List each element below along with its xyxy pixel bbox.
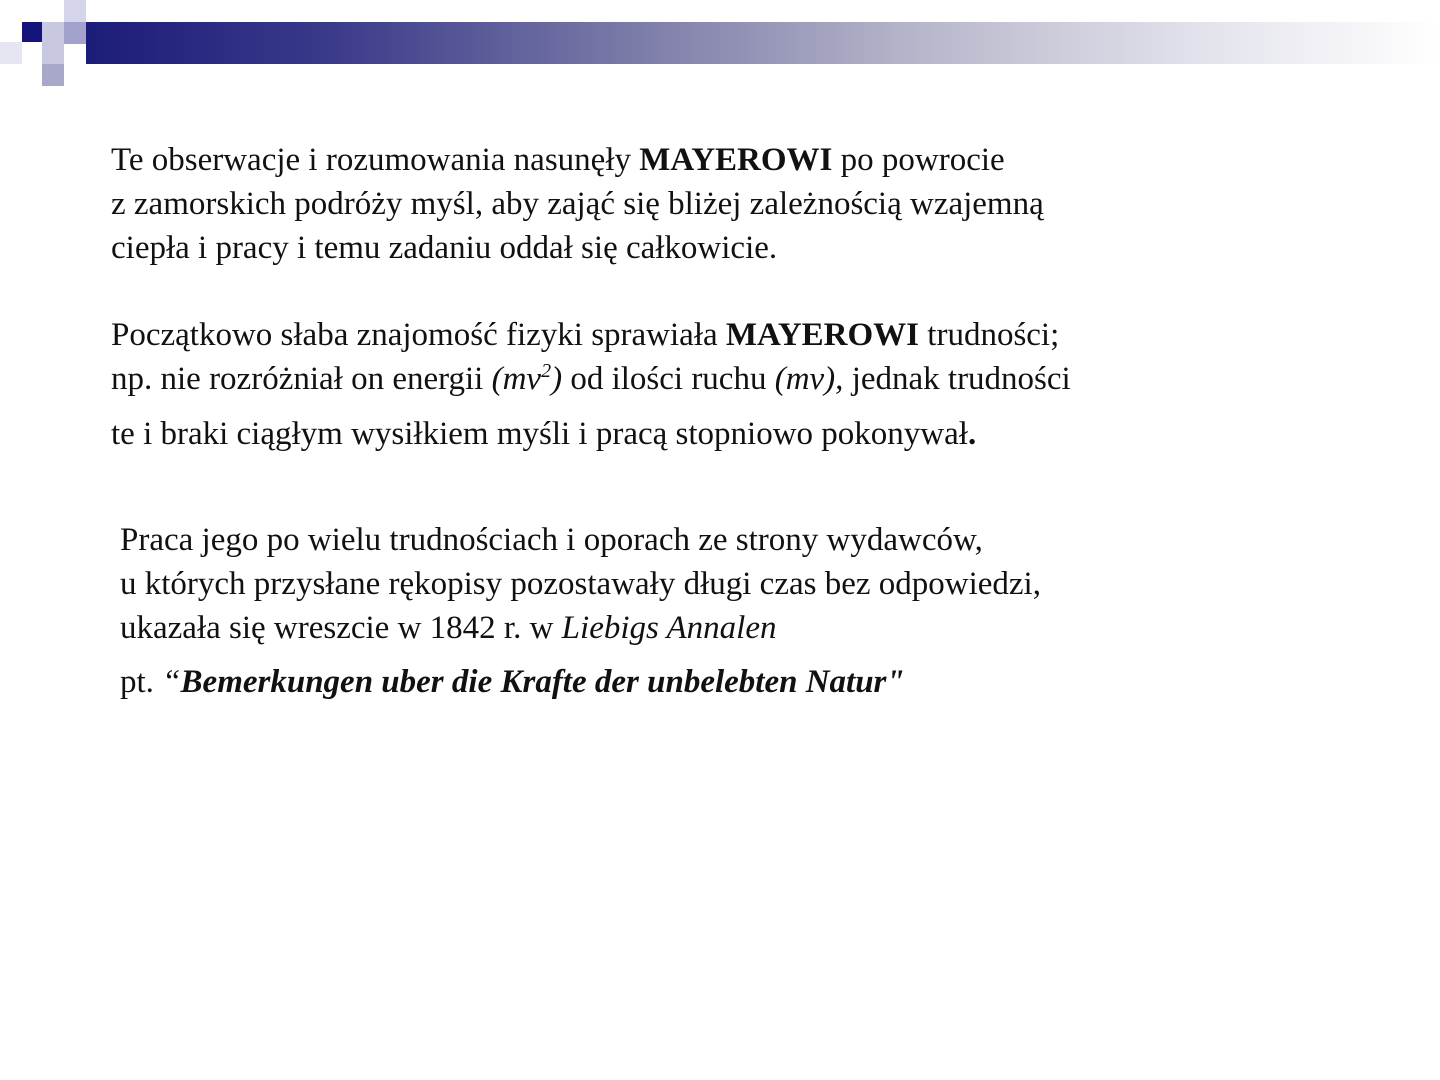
logo-square [42, 64, 64, 86]
journal-title: Liebigs Annalen [561, 610, 777, 646]
logo-square [64, 22, 86, 44]
text-span: trudności; [919, 317, 1060, 353]
text-span: np. nie rozróżniał on energii [111, 361, 492, 397]
formula-text: (mv [491, 361, 542, 397]
text-span: te i braki ciągłym wysiłkiem myśli i pracą stopniowo pokonywał [111, 416, 968, 452]
bold-name: MAYEROWI [639, 142, 833, 178]
text-line [111, 138, 1044, 182]
paragraph-difficulties [111, 313, 1071, 456]
text-span: po powrocie [832, 142, 1005, 178]
formula-energy [492, 361, 562, 397]
opening-quote: “ [162, 664, 181, 700]
formula-text: ) [551, 361, 563, 397]
text-line: z zamorskich podróży myśl, aby zająć się bliżej zależnością wzajemną [111, 186, 1044, 222]
text-span: od ilości ruchu [562, 361, 775, 397]
bold-name: MAYEROWI [725, 317, 920, 353]
text-line [120, 660, 1041, 704]
logo-square [64, 0, 86, 22]
text-span: Te obserwacje i rozumowania nasunęły [111, 142, 640, 178]
formula-momentum: (mv), [774, 361, 844, 397]
text-line: ciepła i pracy i temu zadaniu oddał się całkowicie. [111, 230, 778, 266]
text-line: Praca jego po wielu trudnościach i oporach ze strony wydawców, [120, 522, 983, 558]
text-line [111, 357, 1071, 401]
text-span: jednak trudności [843, 361, 1071, 397]
formula-exponent: 2 [541, 360, 552, 382]
article-title: Bemerkungen uber die Krafte der unbelebten Natur" [180, 664, 905, 700]
text-line [111, 313, 1071, 357]
text-line: u których przysłane rękopisy pozostawały długi czas bez odpowiedzi, [120, 566, 1041, 602]
bold-period: . [967, 416, 977, 452]
logo-square [0, 42, 22, 64]
paragraph-observations [111, 138, 1044, 270]
text-span: pt. [120, 664, 163, 700]
header-gradient-bar [86, 22, 1440, 64]
text-line [111, 412, 1071, 456]
logo-square [42, 42, 64, 64]
paragraph-publication [120, 518, 1041, 704]
text-span: Początkowo słaba znajomość fizyki sprawiała [111, 317, 726, 353]
text-line [120, 606, 1041, 650]
logo-square [42, 22, 64, 42]
logo-square [22, 22, 42, 42]
text-span: ukazała się wreszcie w 1842 r. w [120, 610, 562, 646]
